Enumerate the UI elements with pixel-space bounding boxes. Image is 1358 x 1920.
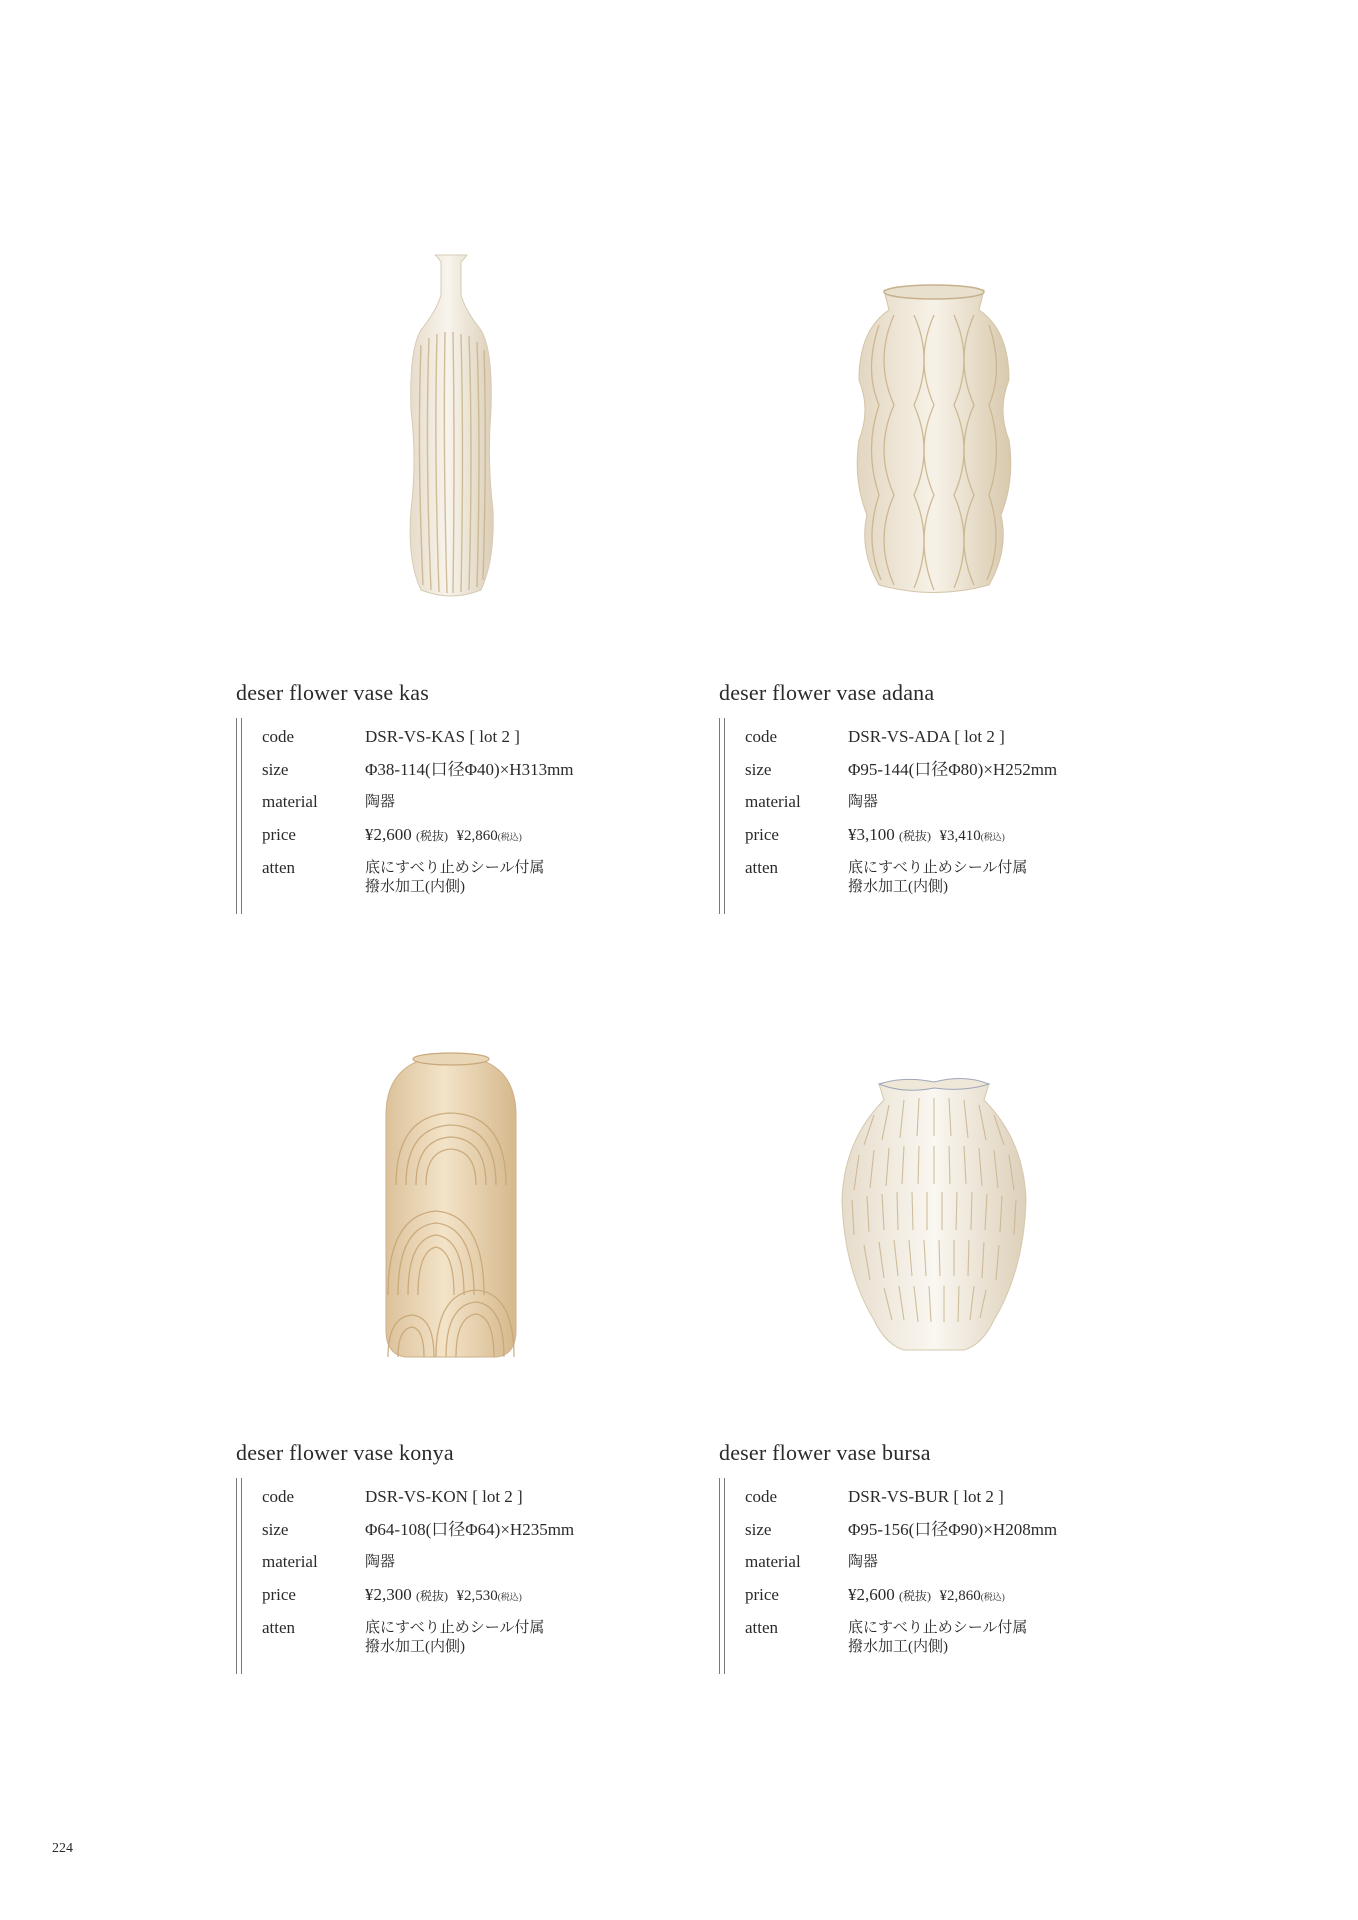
tax-excluded-note: (税抜): [416, 829, 448, 843]
material-value: 陶器: [848, 1554, 879, 1570]
product-title: deser flower vase kas: [236, 680, 429, 705]
atten-label: atten: [745, 858, 779, 877]
spec-block: [236, 1478, 656, 1674]
atten-label: atten: [262, 1618, 296, 1637]
atten-line-2: 撥水加工(内側): [848, 1639, 948, 1655]
spec-block: [236, 718, 656, 914]
size-label: size: [745, 760, 772, 779]
tax-included-note: (税込): [497, 832, 522, 842]
size-value: Φ95-156(口径Φ90)×H208mm: [848, 1520, 1058, 1539]
size-value: Φ38-114(口径Φ40)×H313mm: [365, 760, 574, 779]
tax-included-note: (税込): [497, 1592, 522, 1602]
size-label: size: [262, 1520, 289, 1539]
tax-included-note: (税込): [980, 832, 1005, 842]
code-label: code: [262, 1487, 295, 1506]
product-image-bursa: [719, 1070, 1149, 1470]
spec-block: [719, 1478, 1139, 1674]
code-label: code: [745, 1487, 778, 1506]
code-label: code: [262, 727, 295, 746]
atten-line-2: 撥水加工(内側): [365, 1639, 465, 1655]
atten-label: atten: [745, 1618, 779, 1637]
product-image-adana: [719, 280, 1149, 680]
atten-line-2: 撥水加工(内側): [365, 879, 465, 895]
bottle-vase-vertical-ribs-icon: [381, 250, 521, 610]
page-number: 224: [52, 1841, 73, 1856]
textured-urn-vase-icon: [834, 1070, 1034, 1360]
size-value: Φ64-108(口径Φ64)×H235mm: [365, 1520, 575, 1539]
price-value: ¥3,100: [848, 825, 895, 844]
divider: [724, 1478, 725, 1674]
price-incl-tax: ¥2,860: [456, 828, 498, 844]
price-value: ¥2,600: [848, 1585, 895, 1604]
product-title: deser flower vase adana: [719, 680, 935, 705]
divider: [241, 718, 242, 914]
price-label: price: [262, 825, 296, 844]
divider: [241, 1478, 242, 1674]
spec-block: [719, 718, 1139, 914]
cylinder-vase-arches-icon: [376, 1045, 526, 1365]
price-incl-tax: ¥3,410: [939, 828, 981, 844]
wavy-vase-icon: [839, 280, 1029, 610]
tax-excluded-note: (税抜): [416, 1589, 448, 1603]
price-value: ¥2,300: [365, 1585, 412, 1604]
price-value: ¥2,600: [365, 825, 412, 844]
code-value: DSR-VS-ADA [ lot 2 ]: [848, 727, 1005, 746]
product-title: deser flower vase konya: [236, 1440, 454, 1465]
size-label: size: [745, 1520, 772, 1539]
price-label: price: [262, 1585, 296, 1604]
tax-included-note: (税込): [980, 1592, 1005, 1602]
tax-excluded-note: (税抜): [899, 829, 931, 843]
product-image-kas: [236, 250, 666, 650]
price-incl-tax: ¥2,860: [939, 1588, 981, 1604]
divider: [719, 1478, 720, 1674]
price-label: price: [745, 825, 779, 844]
code-value: DSR-VS-KAS [ lot 2 ]: [365, 727, 520, 746]
code-value: DSR-VS-BUR [ lot 2 ]: [848, 1487, 1004, 1506]
material-label: material: [262, 1552, 318, 1571]
divider: [236, 718, 237, 914]
divider: [719, 718, 720, 914]
material-value: 陶器: [365, 794, 396, 810]
size-value: Φ95-144(口径Φ80)×H252mm: [848, 760, 1058, 779]
divider: [724, 718, 725, 914]
material-label: material: [262, 792, 318, 811]
material-label: material: [745, 1552, 801, 1571]
atten-line-1: 底にすべり止めシール付属: [365, 1620, 545, 1636]
material-value: 陶器: [365, 1554, 396, 1570]
divider: [236, 1478, 237, 1674]
code-value: DSR-VS-KON [ lot 2 ]: [365, 1487, 523, 1506]
size-label: size: [262, 760, 289, 779]
product-title: deser flower vase bursa: [719, 1440, 931, 1465]
product-image-konya: [236, 1045, 666, 1445]
code-label: code: [745, 727, 778, 746]
atten-line-2: 撥水加工(内側): [848, 879, 948, 895]
price-label: price: [745, 1585, 779, 1604]
material-value: 陶器: [848, 794, 879, 810]
atten-label: atten: [262, 858, 296, 877]
atten-line-1: 底にすべり止めシール付属: [848, 1620, 1028, 1636]
tax-excluded-note: (税抜): [899, 1589, 931, 1603]
price-incl-tax: ¥2,530: [456, 1588, 498, 1604]
material-label: material: [745, 792, 801, 811]
atten-line-1: 底にすべり止めシール付属: [848, 860, 1028, 876]
atten-line-1: 底にすべり止めシール付属: [365, 860, 545, 876]
